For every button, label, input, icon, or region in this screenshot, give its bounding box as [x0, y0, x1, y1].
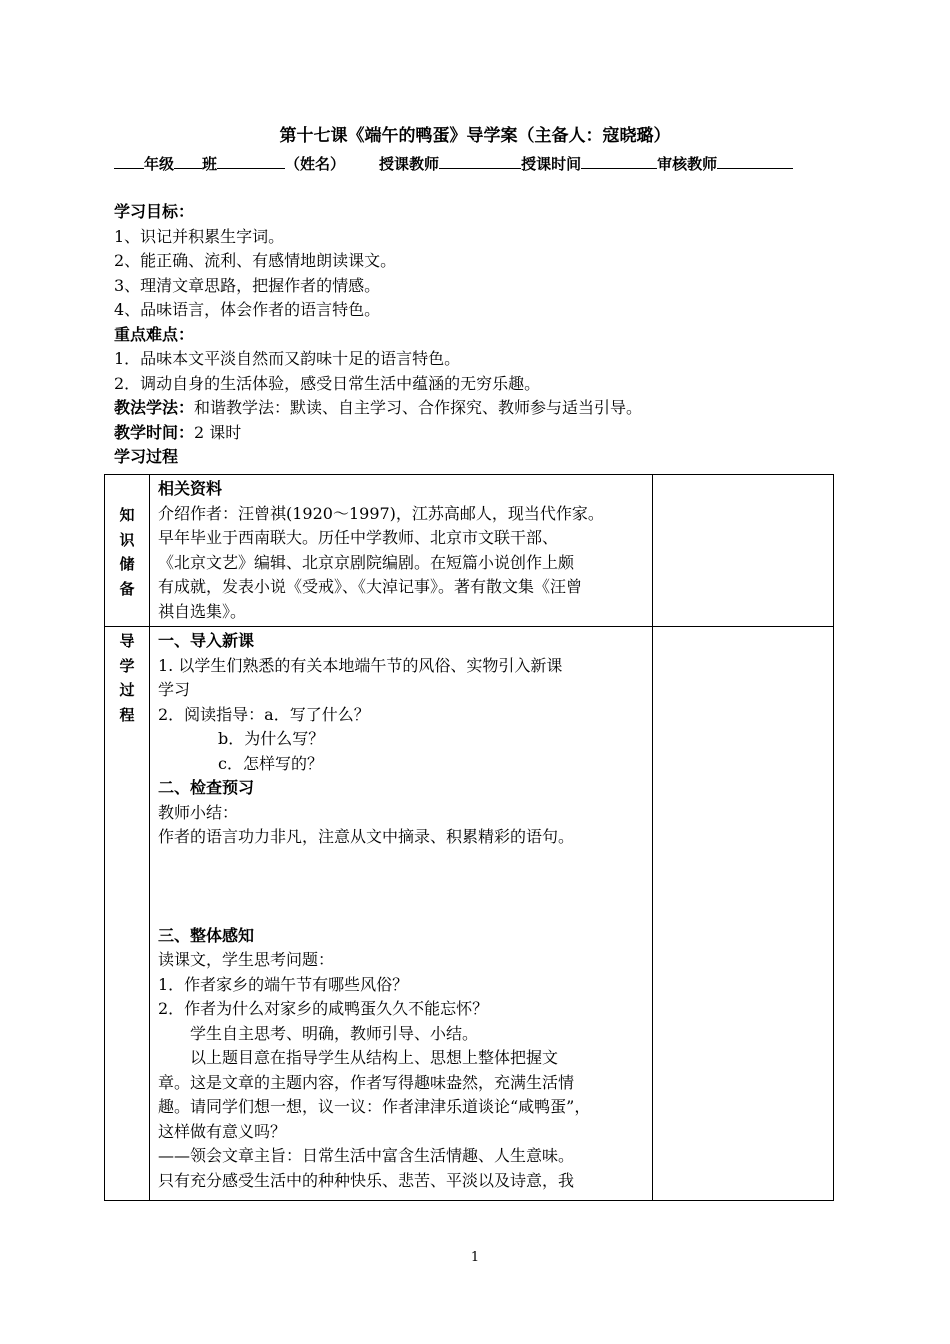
knowledge-content	[150, 475, 653, 627]
key-points-heading: 重点难点：	[114, 324, 195, 344]
body-line: 这样做有意义吗？	[158, 1121, 287, 1141]
side-char: 知	[119, 506, 135, 524]
knowledge-side-label	[105, 475, 150, 627]
body-line: 学生自主思考、明确，教师引导、小结。	[190, 1023, 479, 1043]
body-line: 只有充分感受生活中的种种快乐、悲苦、平淡以及诗意，我	[158, 1170, 575, 1190]
body-line: 章。这是文章的主题内容，作者写得趣味盎然，充满生活情	[158, 1072, 575, 1092]
process-row	[105, 627, 834, 1201]
section-heading: 三、整体感知	[158, 925, 255, 945]
key-point-item: 1．品味本文平淡自然而又韵味十足的语言特色。	[114, 349, 461, 368]
section-heading: 二、检查预习	[158, 778, 255, 797]
name-label: （姓名）	[285, 155, 346, 173]
name-blank[interactable]	[217, 152, 285, 169]
objective-item: 1、识记并积累生字词。	[114, 226, 285, 246]
methods-line	[114, 396, 844, 421]
time-blank[interactable]	[581, 152, 657, 169]
reviewer-label: 审核教师	[657, 155, 718, 173]
side-char: 过	[119, 681, 135, 699]
side-char: 导	[119, 632, 135, 650]
class-blank[interactable]	[174, 152, 202, 169]
duration-label: 教学时间：	[114, 422, 195, 442]
objective-item: 2、能正确、流利、有感情地朗读课文。	[114, 251, 397, 270]
reviewer-blank[interactable]	[717, 152, 793, 169]
methods-label: 教法学法：	[114, 398, 195, 417]
section-heading: 一、导入新课	[158, 631, 255, 650]
body-line: 2．阅读指导：a．写了什么？	[158, 704, 370, 724]
body-line: 1．作者家乡的端午节有哪些风俗？	[158, 974, 409, 994]
body-line: ——领会文章主旨：日常生活中富含生活情趣、人生意味。	[158, 1146, 575, 1165]
grade-blank[interactable]	[114, 152, 144, 169]
objective-item: 3、理清文章思路，把握作者的情感。	[114, 275, 381, 295]
body-line: 教师小结：	[158, 802, 239, 822]
author-intro-line: 祺自选集》。	[158, 601, 247, 621]
document-title: 第十七课《端午的鸭蛋》导学案（主备人：寇晓璐）	[279, 126, 671, 146]
knowledge-notes-cell[interactable]	[653, 475, 834, 627]
grade-label: 年级	[144, 155, 175, 173]
author-intro-line: 有成就，发表小说《受戒》、《大淖记事》。著有散文集《汪曾	[158, 577, 583, 596]
side-char: 程	[119, 705, 135, 724]
body-line: c．怎样写的？	[218, 753, 323, 773]
related-material-heading: 相关资料	[158, 479, 223, 498]
blank-space	[158, 850, 646, 924]
objectives-section	[114, 200, 844, 470]
duration-value: 2 课时	[194, 422, 242, 442]
body-line: 1. 以学生们熟悉的有关本地端午节的风俗、实物引入新课	[158, 655, 563, 675]
process-notes-cell[interactable]	[653, 627, 834, 1201]
side-char: 识	[119, 530, 135, 549]
student-info-row	[114, 152, 834, 175]
class-label: 班	[202, 155, 218, 173]
body-line: 作者的语言功力非凡，注意从文中摘录、积累精彩的语句。	[158, 827, 575, 846]
knowledge-row	[105, 475, 834, 627]
teacher-blank[interactable]	[439, 152, 521, 169]
body-line: 趣。请同学们想一想，议一议：作者津津乐道谈论“咸鸭蛋”，	[158, 1097, 591, 1116]
body-line: 2．作者为什么对家乡的咸鸭蛋久久不能忘怀？	[158, 999, 489, 1018]
side-char: 备	[119, 579, 135, 598]
time-label: 授课时间	[521, 155, 582, 173]
duration-line	[114, 421, 844, 446]
body-line: 以上题目意在指导学生从结构上、思想上整体把握文	[190, 1048, 559, 1067]
process-heading: 学习过程	[114, 447, 179, 466]
objective-item: 4、品味语言，体会作者的语言特色。	[114, 300, 381, 319]
body-line: 读课文，学生思考问题：	[158, 950, 335, 969]
page-number: 1	[470, 1250, 480, 1265]
methods-value: 和谐教学法：默读、自主学习、合作探究、教师参与适当引导。	[194, 398, 643, 417]
body-line: b．为什么写？	[218, 729, 325, 748]
teacher-label: 授课教师	[379, 155, 440, 173]
objectives-heading: 学习目标：	[114, 202, 195, 221]
process-content	[150, 627, 653, 1201]
body-line: 学习	[158, 680, 191, 699]
author-intro-line: 《北京文艺》编辑、北京京剧院编剧。在短篇小说创作上颇	[158, 552, 575, 572]
author-intro-line: 早年毕业于西南联大。历任中学教师、北京市文联干部、	[158, 528, 559, 547]
process-side-label	[105, 627, 150, 1201]
lesson-table	[104, 474, 834, 1201]
side-char: 储	[119, 555, 135, 573]
side-char: 学	[119, 656, 135, 675]
key-point-item: 2．调动自身的生活体验，感受日常生活中蕴涵的无穷乐趣。	[114, 373, 541, 393]
author-intro-line: 介绍作者：汪曾祺(1920～1997)，江苏高邮人，现当代作家。	[158, 503, 604, 523]
